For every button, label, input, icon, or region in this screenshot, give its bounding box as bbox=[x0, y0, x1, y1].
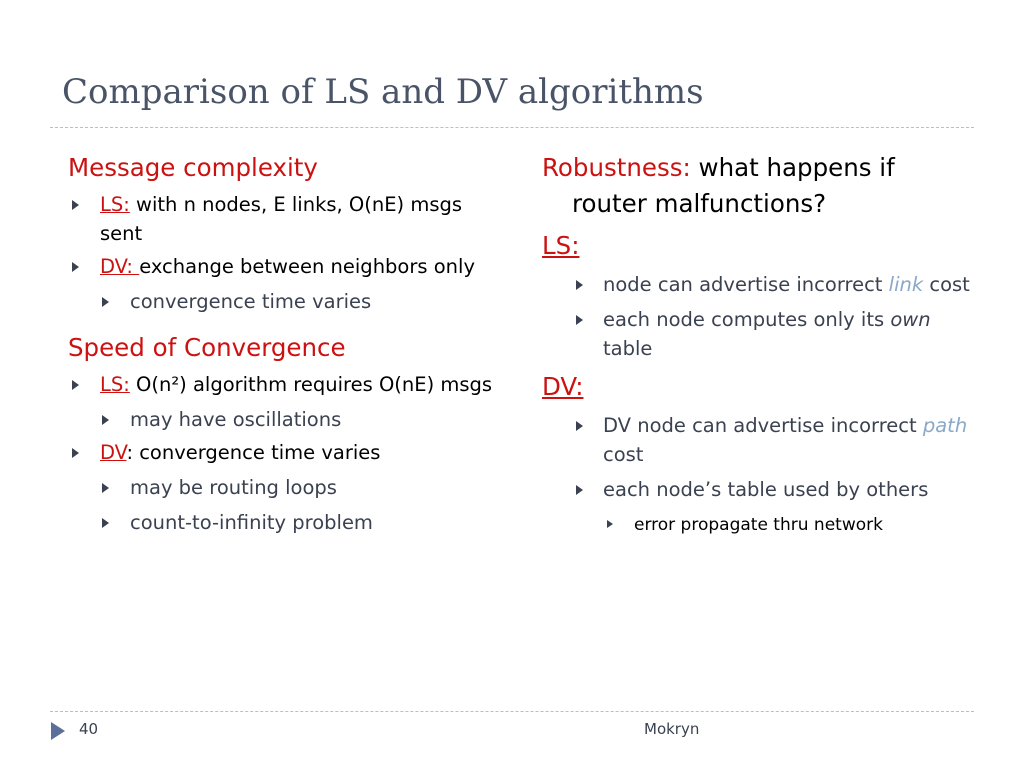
item-text: cost bbox=[923, 273, 970, 296]
dv-label: DV bbox=[100, 441, 127, 464]
item-text: error propagate thru network bbox=[634, 515, 883, 535]
dv-robustness-item-table-used bbox=[542, 475, 974, 504]
bullet-arrow-icon bbox=[576, 485, 583, 495]
robustness-label: Robustness: bbox=[542, 153, 691, 182]
bullet-arrow-icon bbox=[72, 448, 79, 458]
ls-message-text: with n nodes, E links, O(nE) msgs sent bbox=[100, 193, 463, 245]
item-text: DV node can advertise incorrect bbox=[603, 414, 923, 437]
bullet-arrow-icon bbox=[607, 520, 613, 528]
speed-of-convergence-heading: Speed of Convergence bbox=[68, 333, 346, 362]
own-emphasis: own bbox=[890, 308, 931, 331]
right-column bbox=[542, 150, 974, 538]
message-complexity-heading: Message complexity bbox=[68, 153, 318, 182]
ls-robustness-heading bbox=[542, 228, 974, 264]
bullet-arrow-icon bbox=[102, 297, 109, 307]
item-text: each node computes only its bbox=[603, 308, 891, 331]
ls-label: LS: bbox=[100, 373, 130, 396]
footer-arrow-icon bbox=[51, 722, 65, 740]
sub-bullet-text: convergence time varies bbox=[130, 290, 372, 313]
dv-robustness-heading bbox=[542, 369, 974, 405]
sub-bullet-text: may have oscillations bbox=[130, 408, 342, 431]
robustness-heading bbox=[542, 150, 974, 222]
dv-robustness-item-path bbox=[542, 411, 974, 469]
ls-speed-text: O(n²) algorithm requires O(nE) msgs bbox=[129, 373, 493, 396]
dv-speed-text: : convergence time varies bbox=[126, 441, 381, 464]
left-column bbox=[68, 150, 498, 537]
ls-label: LS: bbox=[100, 193, 130, 216]
sub-bullet-text: may be routing loops bbox=[130, 476, 337, 499]
item-text: table bbox=[603, 337, 653, 360]
bullet-arrow-icon bbox=[576, 315, 583, 325]
dv-label: DV: bbox=[100, 255, 140, 278]
dv-robustness-sub-error-propagate bbox=[542, 512, 974, 538]
item-text: cost bbox=[603, 443, 644, 466]
ls-robustness-item-own-table bbox=[542, 305, 974, 363]
item-text: node can advertise incorrect bbox=[603, 273, 889, 296]
robustness-question: what happens if router malfunctions? bbox=[572, 153, 895, 218]
dv-label: DV: bbox=[542, 372, 584, 401]
sub-bullet-text: count-to-infinity problem bbox=[130, 511, 373, 534]
page-number: 40 bbox=[79, 720, 99, 738]
bullet-arrow-icon bbox=[576, 421, 583, 431]
dv-message-text: exchange between neighbors only bbox=[139, 255, 475, 278]
item-text: each node’s table used by others bbox=[603, 478, 929, 501]
sub-bullet-oscillations bbox=[68, 405, 498, 434]
footer-author: Mokryn bbox=[644, 720, 700, 738]
sub-bullet-dv-convergence bbox=[68, 287, 498, 316]
ls-label: LS: bbox=[542, 231, 580, 260]
bullet-arrow-icon bbox=[72, 262, 79, 272]
title-divider bbox=[50, 127, 974, 128]
bullet-arrow-icon bbox=[72, 380, 79, 390]
bullet-ls-message bbox=[68, 190, 498, 248]
slide-title: Comparison of LS and DV algorithms bbox=[62, 72, 704, 112]
bullet-dv-speed bbox=[68, 438, 498, 467]
bullet-arrow-icon bbox=[102, 415, 109, 425]
footer-divider bbox=[50, 711, 974, 712]
link-emphasis: link bbox=[888, 273, 924, 296]
path-emphasis: path bbox=[922, 414, 968, 437]
bullet-arrow-icon bbox=[102, 483, 109, 493]
sub-bullet-routing-loops bbox=[68, 473, 498, 502]
bullet-arrow-icon bbox=[72, 200, 79, 210]
ls-robustness-item-link bbox=[542, 270, 974, 299]
sub-bullet-count-to-infinity bbox=[68, 508, 498, 537]
bullet-arrow-icon bbox=[576, 280, 583, 290]
bullet-ls-speed bbox=[68, 370, 498, 399]
bullet-dv-message bbox=[68, 252, 498, 281]
bullet-arrow-icon bbox=[102, 518, 109, 528]
